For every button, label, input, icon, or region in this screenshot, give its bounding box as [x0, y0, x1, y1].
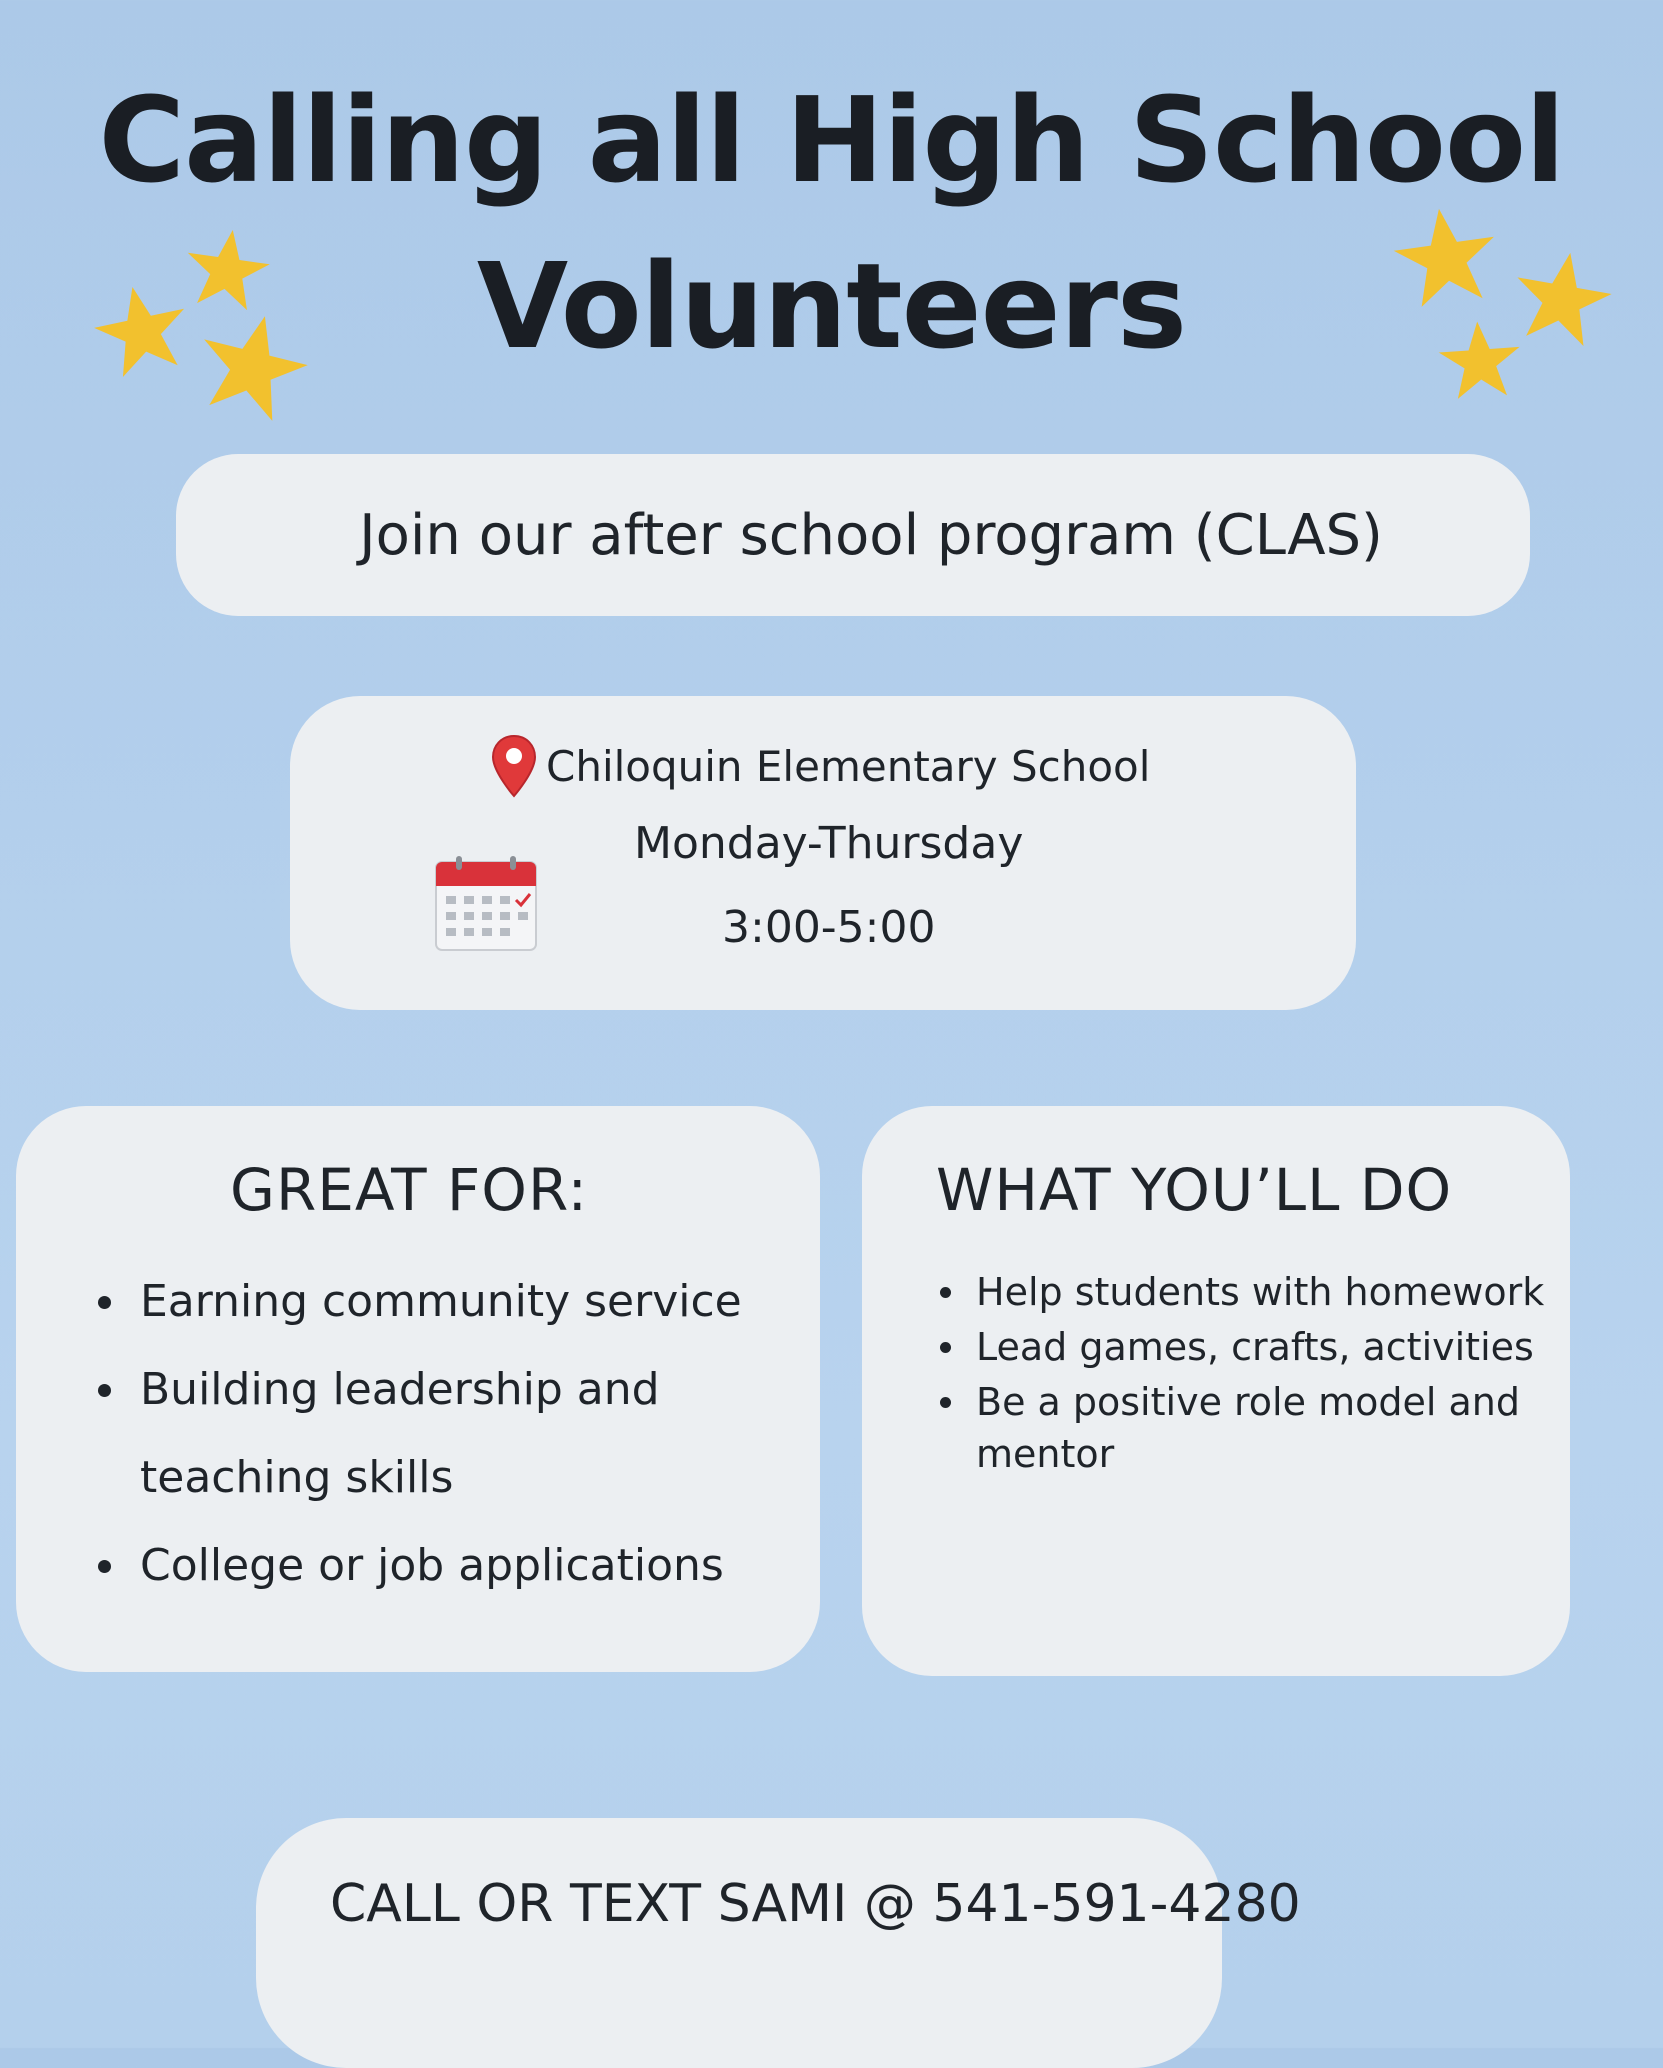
- bullet-icon: [940, 1287, 951, 1298]
- bullet-icon: [98, 1560, 111, 1573]
- location-text: Chiloquin Elementary School: [546, 741, 1151, 791]
- great-for-list: [84, 1258, 804, 1610]
- list-item: [84, 1258, 804, 1346]
- bullet-icon: [940, 1397, 951, 1408]
- schedule-card: [290, 696, 1356, 1010]
- great-for-card: [16, 1106, 820, 1672]
- list-item: [932, 1266, 1552, 1318]
- location-line: [490, 734, 1150, 798]
- title-line-2: Volunteers: [476, 237, 1187, 375]
- list-item-text: Help students with homework: [976, 1270, 1545, 1314]
- list-item: [932, 1376, 1552, 1480]
- hours-text: 3:00-5:00: [722, 902, 936, 953]
- list-item: [84, 1346, 804, 1522]
- intro-text: Join our after school program (CLAS): [359, 502, 1383, 568]
- bullet-icon: [98, 1296, 111, 1309]
- title-line-1: Calling all High School: [98, 71, 1565, 209]
- list-item: [84, 1522, 804, 1610]
- calendar-icon: [432, 854, 540, 954]
- star-icon: [190, 310, 314, 426]
- map-pin-icon: [490, 734, 538, 798]
- bullet-icon: [940, 1342, 951, 1353]
- list-item: [932, 1321, 1552, 1373]
- list-item-text: Building leadership and teaching skills: [140, 1364, 660, 1503]
- list-item-text: Earning community service: [140, 1276, 742, 1327]
- days-text: Monday-Thursday: [634, 818, 1024, 869]
- star-icon: [182, 226, 272, 316]
- list-item-text: Lead games, crafts, activities: [976, 1325, 1534, 1369]
- star-icon: [1432, 318, 1528, 406]
- what-youll-do-card: [862, 1106, 1570, 1676]
- what-youll-do-heading: WHAT YOU’LL DO: [936, 1156, 1453, 1224]
- contact-banner: [256, 1818, 1301, 2068]
- what-youll-do-list: [932, 1266, 1552, 1483]
- list-item-text: College or job applications: [140, 1540, 724, 1591]
- contact-text: CALL OR TEXT SAMI @ 541-591-4280: [330, 1874, 1301, 1934]
- star-icon: [1384, 204, 1508, 314]
- list-item-text: Be a positive role model and mentor: [976, 1380, 1520, 1476]
- great-for-heading: GREAT FOR:: [230, 1156, 588, 1224]
- bullet-icon: [98, 1384, 111, 1397]
- intro-banner: [176, 454, 1530, 616]
